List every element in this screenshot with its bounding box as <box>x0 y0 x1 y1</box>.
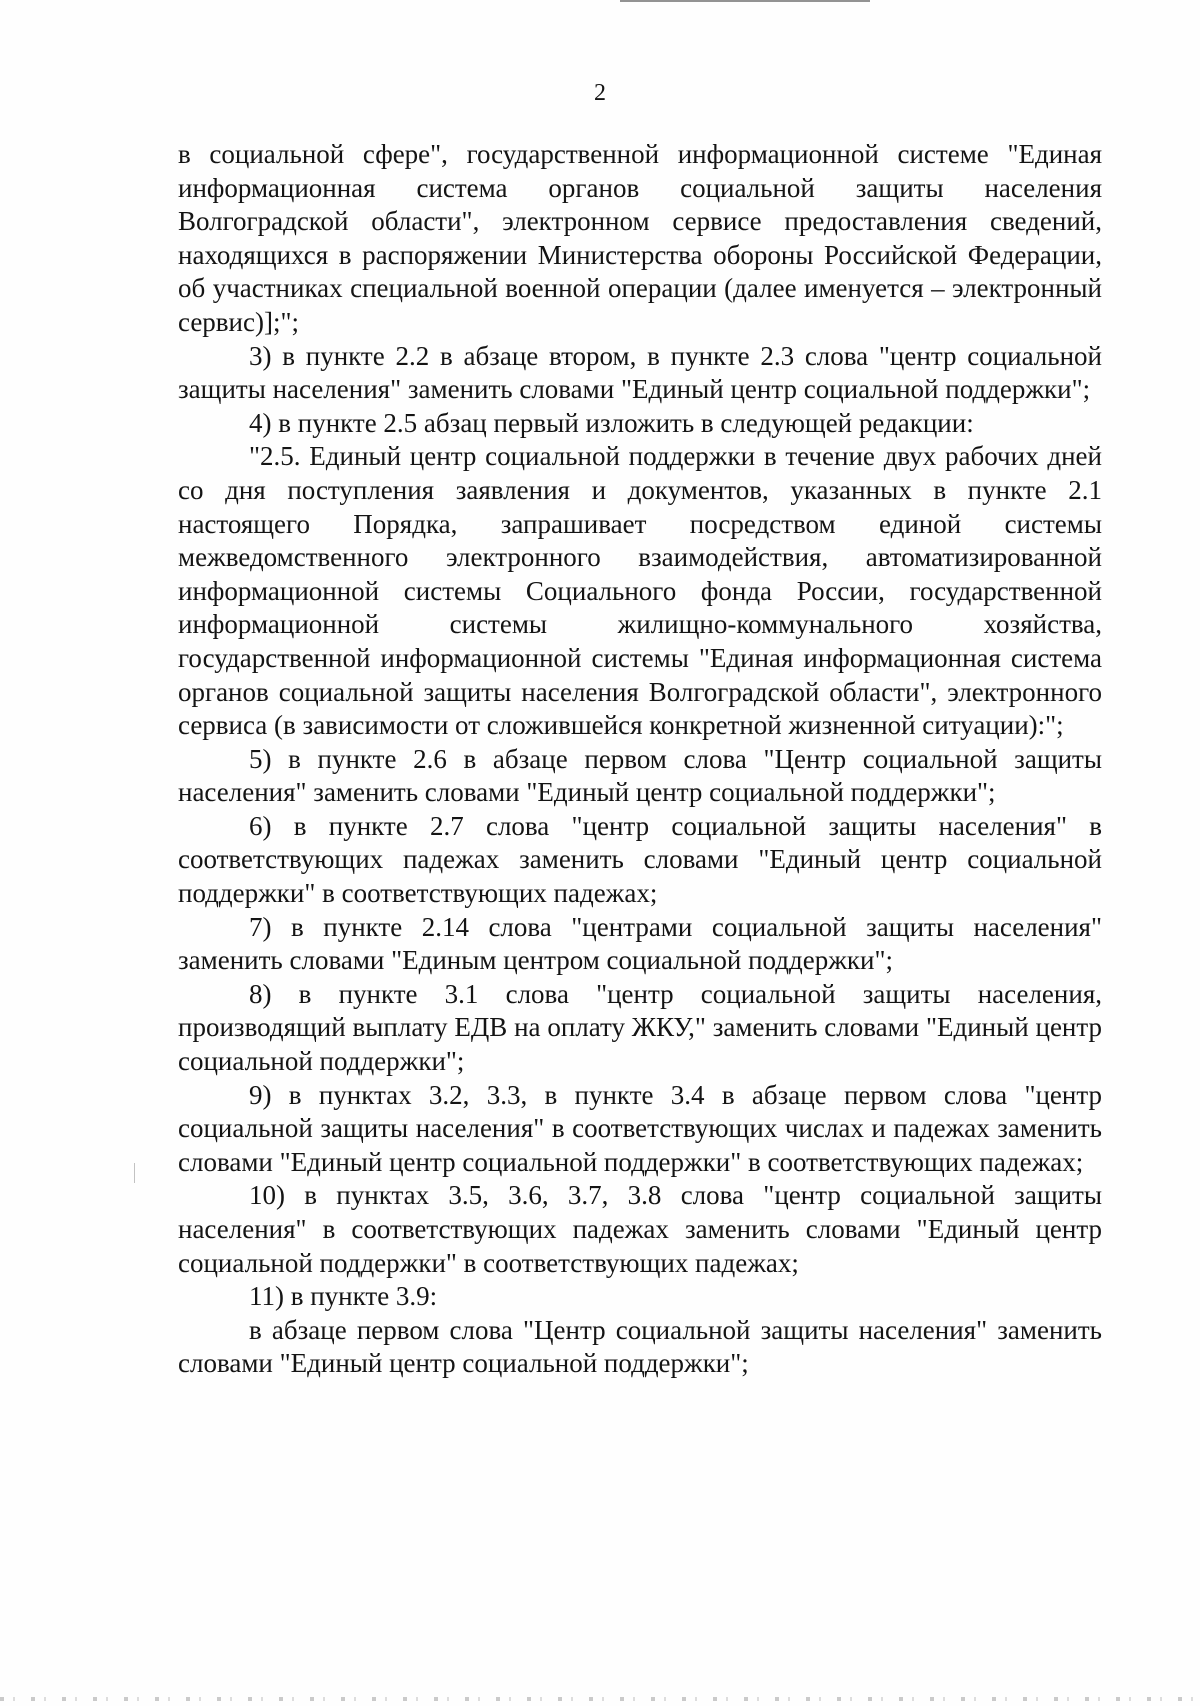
paragraph-item-6: 6) в пункте 2.7 слова "центр социальной защиты населения" в соответствующих падежах заменить словами "Единый центр социальной поддержки" в соответствующих падежах; <box>178 810 1102 909</box>
paragraph-item-11: 11) в пункте 3.9: <box>249 1281 438 1312</box>
paragraph-item-10: 10) в пунктах 3.5, 3.6, 3.7, 3.8 слова "центр социальной защиты населения" в соответствующих падежах заменить словами "Единый центр социальной поддержки" в соответствующих падежах; <box>178 1180 1102 1278</box>
paragraph-item-5: 5) в пункте 2.6 в абзаце первом слова "Центр социальной защиты населения" заменить словами "Единый центр социальной поддержки"; <box>178 743 1102 808</box>
document-body <box>178 138 1102 1381</box>
paragraph-item-8: 8) в пункте 3.1 слова "центр социальной защиты населения, производящий выплату ЕДВ на оплату ЖКУ," заменить словами "Единый центр социальной поддержки"; <box>178 978 1102 1077</box>
paragraph-continuation: в социальной сфере", государственной информационной системе "Единая информационная система органов социальной защиты населения Волгоградской области", электронном сервисе предоставления сведений, находящихся в распоряжении Министерства обороны Российской Федерации, об участниках специальной военной операции (далее именуется – электронный сервис)];"; <box>178 139 1102 337</box>
paragraph-quoted-2-5: "2.5. Единый центр социальной поддержки в течение двух рабочих дней со дня поступления заявления и документов, указанных в пункте 2.1 настоящего Порядка, запрашивает посредством единой системы межведомственного электронного взаимодействия, автоматизированной информационной системы Социального фонда России, государственной информационной системы жилищно-коммунального хозяйства, государственной информационной системы "Единая информационная система органов социальной защиты населения Волгоградской области", электронного сервиса (в зависимости от сложившейся конкретной жизненной ситуации):"; <box>178 441 1102 741</box>
paragraph-item-3: 3) в пункте 2.2 в абзаце втором, в пункте 2.3 слова "центр социальной защиты населения" заменить словами "Единый центр социальной поддержки"; <box>178 340 1102 405</box>
paragraph-item-11-sub: в абзаце первом слова "Центр социальной защиты населения" заменить словами "Единый центр социальной поддержки"; <box>178 1314 1102 1379</box>
scan-artifact-margin-tick <box>134 1163 135 1183</box>
paragraph-item-4: 4) в пункте 2.5 абзац первый изложить в следующей редакции: <box>249 407 974 438</box>
scan-artifact-bottom-noise <box>0 1697 1200 1701</box>
scan-artifact-top-line <box>620 0 870 2</box>
paragraph-item-9: 9) в пунктах 3.2, 3.3, в пункте 3.4 в абзаце первом слова "центр социальной защиты населения" в соответствующих числах и падежах заменить словами "Единый центр социальной поддержки" в соответствующих падежах; <box>178 1079 1102 1177</box>
paragraph-item-7: 7) в пункте 2.14 слова "центрами социальной защиты населения" заменить словами "Единым центром социальной поддержки"; <box>178 911 1102 976</box>
page-number: 2 <box>594 80 606 106</box>
